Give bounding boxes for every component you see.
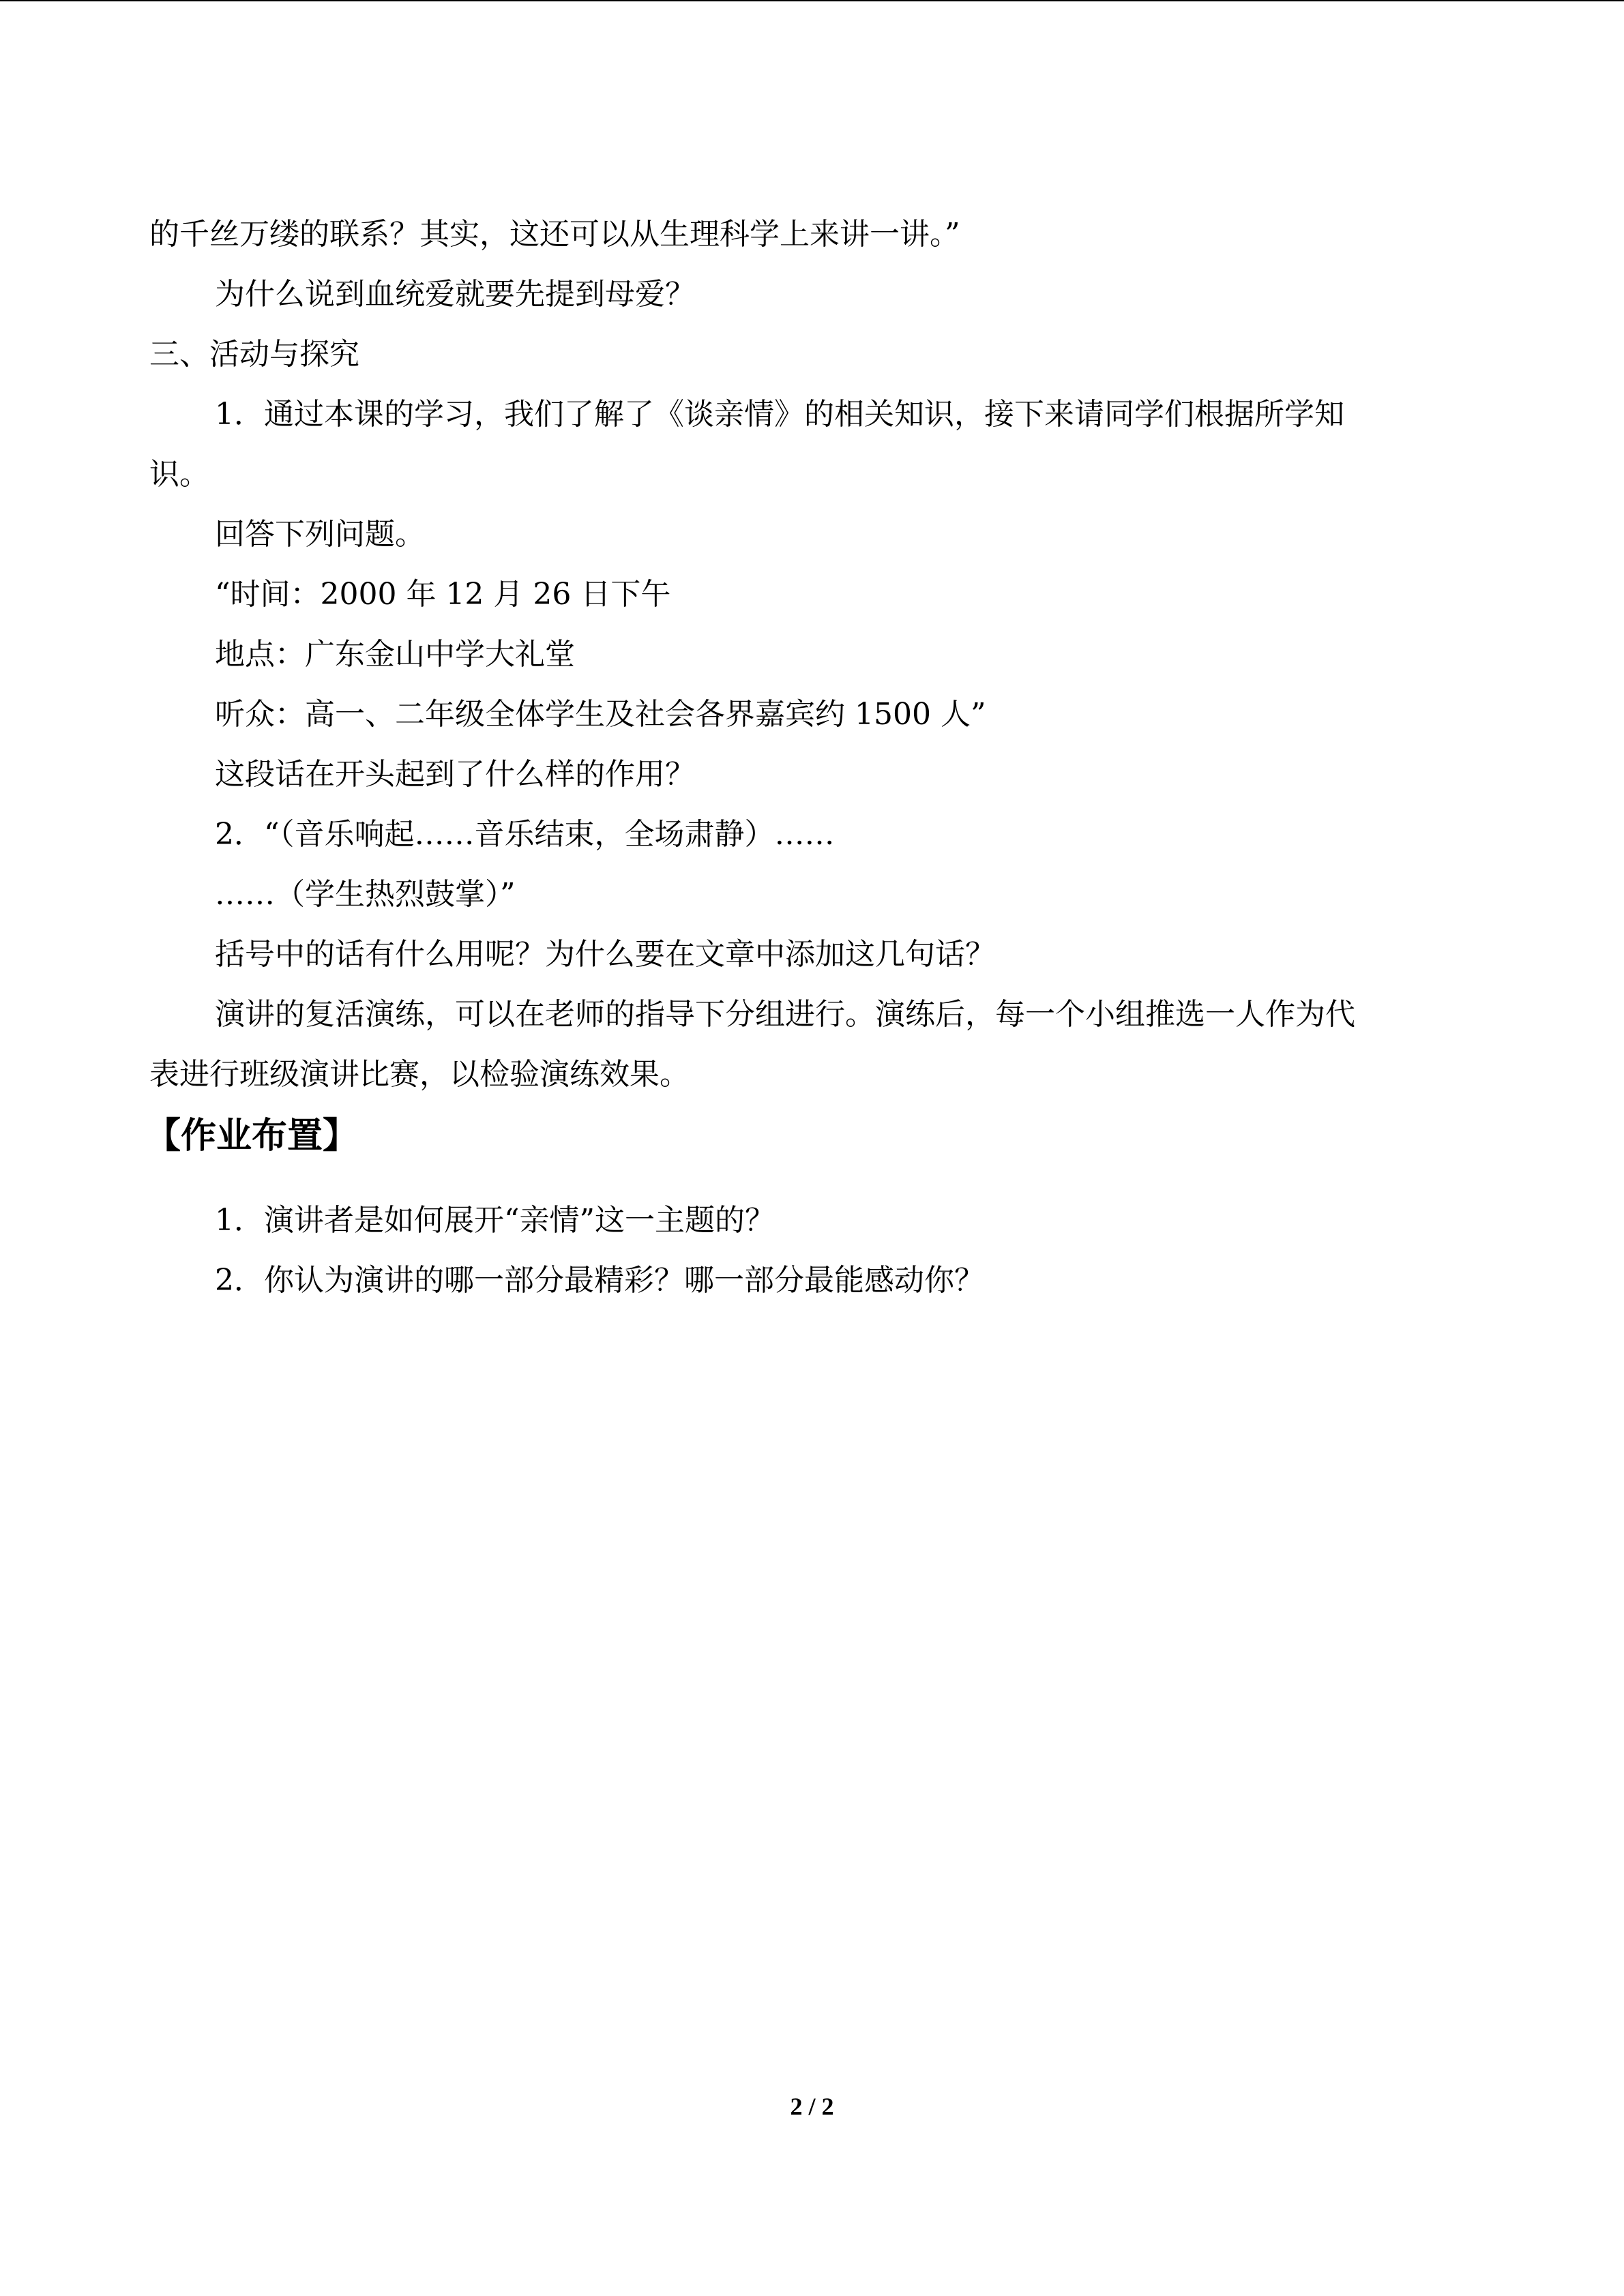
- paragraph-item-2: 2．“（音乐响起……音乐结束，全场肃静）……: [215, 817, 835, 852]
- paragraph-item-2-cont: ……（学生热烈鼓掌）”: [215, 877, 516, 912]
- homework-item-2: 2．你认为演讲的哪一部分最精彩？哪一部分最能感动你？: [215, 1263, 984, 1298]
- top-border-line: [0, 0, 1624, 1]
- paragraph-item-1-wrap: 识。: [149, 457, 209, 492]
- paragraph-instruction: 回答下列问题。: [215, 517, 425, 552]
- paragraph-audience: 听众：高一、二年级全体学生及社会各界嘉宾约 1500 人”: [215, 697, 986, 732]
- paragraph-question: 为什么说到血统爱就要先提到母爱？: [215, 277, 695, 312]
- page-number: 2 / 2: [790, 2093, 834, 2120]
- paragraph-location: 地点：广东金山中学大礼堂: [215, 637, 575, 672]
- paragraph-practice-wrap: 表进行班级演讲比赛，以检验演练效果。: [149, 1057, 690, 1092]
- paragraph-practice: 演讲的复活演练，可以在老师的指导下分组进行。演练后，每一个小组推选一人作为代: [215, 997, 1355, 1032]
- paragraph-question-2: 这段话在开头起到了什么样的作用？: [215, 757, 695, 792]
- paragraph-item-1: 1．通过本课的学习，我们了解了《谈亲情》的相关知识，接下来请同学们根据所学知: [215, 397, 1344, 432]
- paragraph-time: “时间：2000 年 12 月 26 日下午: [215, 577, 671, 612]
- section-heading-activity: 三、活动与探究: [149, 337, 359, 372]
- paragraph-continuation: 的千丝万缕的联系？其实，这还可以从生理科学上来讲一讲。”: [149, 217, 960, 252]
- homework-heading: 【作业布置】: [145, 1116, 359, 1157]
- homework-item-1: 1．演讲者是如何展开“亲情”这一主题的？: [215, 1203, 775, 1238]
- paragraph-question-3: 括号中的话有什么用呢？为什么要在文章中添加这几句话？: [215, 937, 995, 972]
